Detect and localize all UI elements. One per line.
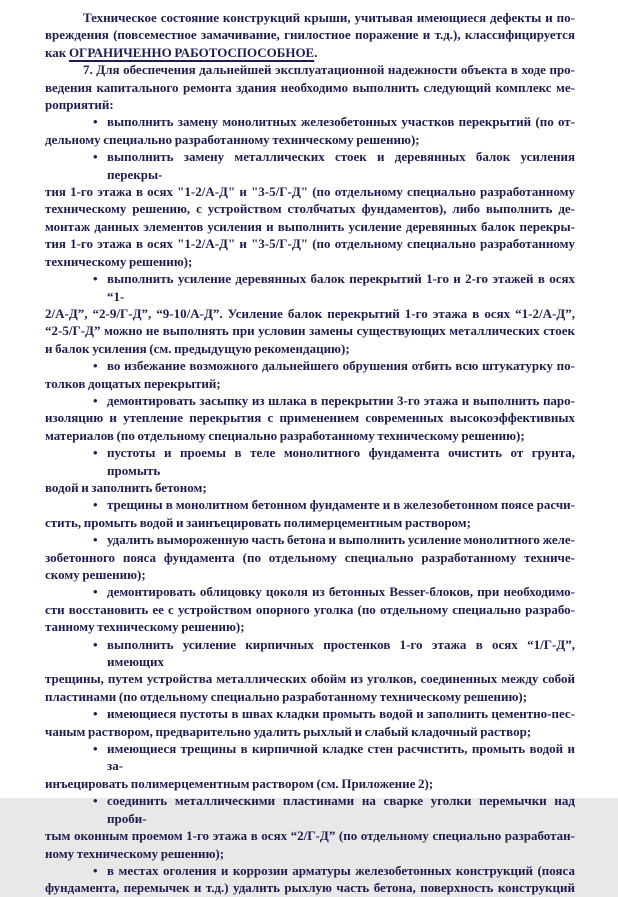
paragraph <box>45 583 575 635</box>
text-line: ному техническому решению); <box>45 845 225 861</box>
text-line: инъецировать полимерцементным раствором (см. Приложение 2); <box>45 775 434 791</box>
paragraph <box>45 357 575 392</box>
text-line: пластинами (по отдельному специально разработанному техническому решению); <box>45 688 528 704</box>
text-line-content: трещины в монолитном бетонном фундаменте и в железобетонном поясе расчи- <box>107 497 575 513</box>
bullet-icon: • <box>93 532 98 548</box>
text-line: сти восстановить ее с устройством опорного уголка (по отдельному специально разрабо- <box>45 601 575 617</box>
text-line: 7. Для обеспечения дальнейшей эксплуатационной надежности объекта в ходе про- <box>83 62 575 78</box>
text-segment: . <box>314 44 318 60</box>
bullet-icon: • <box>93 445 98 461</box>
paragraph <box>45 862 575 897</box>
text-line-content: выполнить замену металлических стоек и деревянных балок усиления перекры- <box>107 149 575 182</box>
bullet-icon: • <box>93 392 98 408</box>
text-line: толков дощатых перекрытий; <box>45 375 221 391</box>
text-line: Техническое состояние конструкций крыши, учитывая имеющиеся дефекты и по- <box>83 10 575 25</box>
text-line <box>45 705 575 722</box>
text-line: вреждения (повсеместное замачивание, гнилостное поражение и т.д.), классифицируется <box>45 27 575 43</box>
bullet-icon: • <box>93 114 98 130</box>
text-line-content: пустоты и проемы в теле монолитного фундамента очистить от грунта, промыть <box>107 445 575 478</box>
text-line <box>45 531 575 548</box>
text-line-content: демонтировать облицовку цоколя из бетонных Besser-блоков, при необходимо- <box>107 584 575 600</box>
paragraph <box>45 270 575 357</box>
text-line: тия 1-го этажа в осях "1-2/А-Д" и "3-5/Г-Д" (по отдельному специально разработанному <box>45 184 575 200</box>
text-line: трещины, путем устройства металлических обойм из уголков, соединенных между собой <box>45 671 575 687</box>
text-line: монтаж данных элементов усиления и выполнить усиление деревянных балок перекры- <box>45 218 575 234</box>
bullet-icon: • <box>93 358 98 374</box>
bullet-icon: • <box>93 584 98 600</box>
text-line: изоляцию и утепление перекрытия с применением современных высокоэффективных <box>45 410 575 426</box>
bullet-icon: • <box>93 149 98 165</box>
text-line: техническому решению, с устройством столбчатых фундаментов), либо выполнить де- <box>45 201 575 217</box>
text-line: тия 1-го этажа в осях "1-2/А-Д" и "3-5/Г-Д" (по отдельному специально разработанному <box>45 236 575 252</box>
text-segment: как <box>45 44 69 60</box>
text-line-content: выполнить усиление кирпичных простенков 1-го этажа в осях “1/Г-Д”, имеющих <box>107 636 575 670</box>
paragraph <box>45 9 575 61</box>
bullet-icon: • <box>93 497 98 513</box>
text-line <box>45 444 575 479</box>
bullet-icon: • <box>93 706 98 722</box>
text-line <box>45 740 575 775</box>
text-line: и балок усиления (см. предыдущую рекомендацию); <box>45 340 350 356</box>
text-line <box>45 583 575 600</box>
text-line: стить, промыть водой и заинъецировать полимерцементным раствором; <box>45 514 471 530</box>
bullet-icon: • <box>93 793 98 809</box>
text-line: дельному специально разработанному техническому решению); <box>45 131 420 147</box>
text-line: “2-5/Г-Д” можно не выполнять при условии замены существующих металлических стоек <box>45 323 575 339</box>
text-line-content: имеющиеся трещины в кирпичной кладке стен расчистить, промыть водой и за- <box>107 741 575 774</box>
paragraph <box>45 636 575 706</box>
text-line <box>45 270 575 305</box>
text-line-content: демонтировать засыпку из шлака в перекрытии 3-го этажа и выполнить паро- <box>107 392 575 408</box>
text-line-content: имеющиеся пустоты в швах кладки промыть водой и заполнить цементно-пес- <box>107 706 575 722</box>
text-line <box>45 392 575 409</box>
text-line-content: во избежание возможного дальнейшего обрушения отбить всю штукатурку по- <box>107 358 575 374</box>
paragraph <box>45 392 575 444</box>
text-line-content: соединить металлическими пластинами на сварке уголки перемычки над проби- <box>107 793 575 826</box>
text-line: тым оконным проемом 1-го этажа в осях “2/Г-Д” (по отдельному специально разработан- <box>45 828 575 844</box>
text-line: танному техническому решению); <box>45 619 245 635</box>
text-line <box>45 792 575 827</box>
text-line: материалов (по отдельному специально разработанному техническому решению); <box>45 427 525 443</box>
paragraph <box>45 705 575 740</box>
paragraph <box>45 496 575 531</box>
text-line <box>45 496 575 513</box>
paragraph <box>45 531 575 583</box>
text-line: водой и заполнить бетоном; <box>45 479 207 495</box>
bullet-icon: • <box>93 741 98 757</box>
text-line: скому решению); <box>45 567 146 582</box>
paragraph <box>45 444 575 496</box>
text-line: роприятий: <box>45 97 114 113</box>
bullet-icon: • <box>93 271 98 287</box>
text-line: ведения капитального ремонта здания необходимо выполнить следующий комплекс ме- <box>45 79 575 95</box>
text-line <box>45 148 575 183</box>
text-line-content: в местах оголения и коррозии арматуры железобетонных конструкций (пояса <box>107 862 575 878</box>
paragraph <box>45 792 575 862</box>
text-line <box>45 357 575 374</box>
text-line-content: выполнить усиление деревянных балок перекрытий 1-го и 2-го этажей в осях “1- <box>107 271 575 304</box>
paragraph <box>45 113 575 148</box>
text-line: техническому решению); <box>45 253 193 269</box>
text-line: 2/А-Д”, “2-9/Г-Д”, “9-10/А-Д”. Усиление балок перекрытий 1-го этажа в осях “1-2/А-Д”, <box>45 305 575 321</box>
text-line-content: выполнить замену монолитных железобетонных участков перекрытий (по от- <box>107 114 575 130</box>
paragraph <box>45 61 575 113</box>
text-line <box>45 113 575 130</box>
underlined-text: ОГРАНИЧЕННО РАБОТОСПОСОБНОЕ <box>68 44 315 60</box>
text-line: зобетонного пояса фундамента (по отдельному специально разработанному техниче- <box>45 549 575 565</box>
bullet-icon: • <box>93 862 98 878</box>
text-line: чаным раствором, предварительно удалить рыхлый и слабый кладочный раствор; <box>45 723 532 739</box>
text-line-content: удалить вымороженную часть бетона и выполнить усиление монолитного желе- <box>107 532 575 548</box>
text-line: фундамента, перемычек и т.д.) удалить рыхлую часть бетона, поверхность конструкций <box>45 880 575 896</box>
paragraph <box>45 148 575 270</box>
text-line <box>45 44 575 61</box>
text-line <box>45 862 575 879</box>
paragraph <box>45 740 575 792</box>
text-line <box>45 636 575 671</box>
bullet-icon: • <box>93 636 98 652</box>
